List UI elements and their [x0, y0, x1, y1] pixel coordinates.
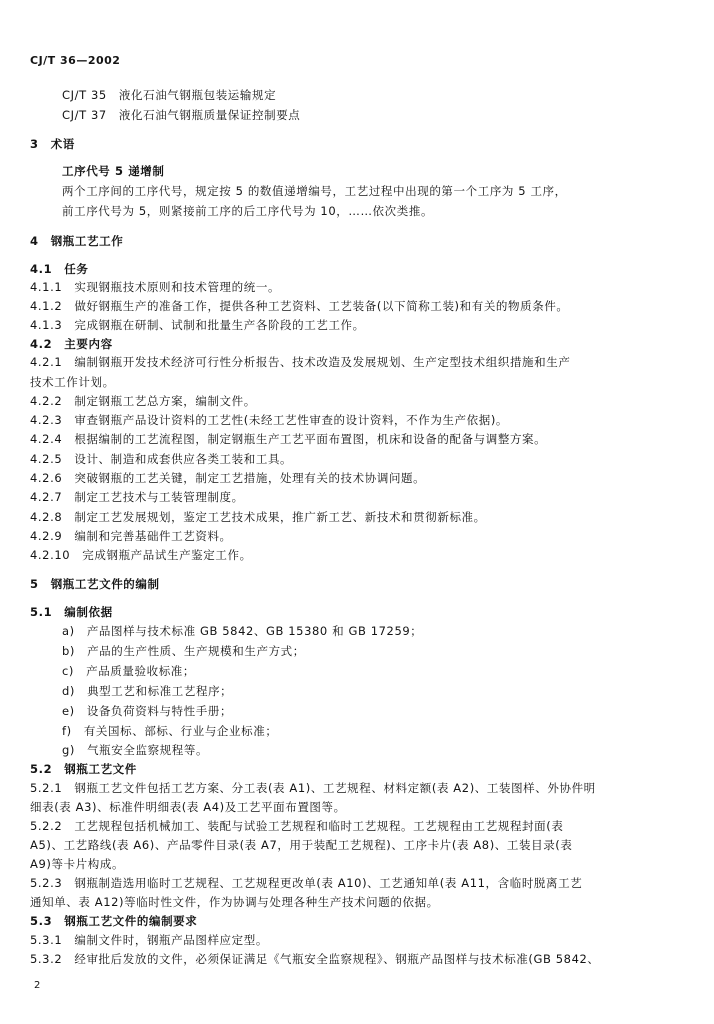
clause: 4.2.1 编制钢瓶开发技术经济可行性分析报告、技术改造及发展规划、生产定型技术组织措施和生产	[30, 355, 571, 369]
clause-continuation: 通知单、表 A12)等临时性文件，作为协调与处理各种生产技术问题的依据。	[30, 895, 439, 909]
clause: 4.2.9 编制和完善基础件工艺资料。	[30, 529, 232, 543]
section-heading: 5 钢瓶工艺文件的编制	[30, 577, 160, 591]
clause: 4.2.5 设计、制造和成套供应各类工装和工具。	[30, 452, 293, 466]
clause: 4.2.4 根据编制的工艺流程图，制定钢瓶生产工艺平面布置图，机床和设备的配备与调整方案。	[30, 432, 547, 446]
subsection-heading: 5.3 钢瓶工艺文件的编制要求	[30, 914, 198, 928]
subsection-heading: 4.2 主要内容	[30, 337, 113, 351]
subsection-heading: 4.1 任务	[30, 262, 89, 276]
clause-continuation: 细表(表 A3)、标准件明细表(表 A4)及工艺平面布置图等。	[30, 800, 346, 814]
clause: 4.2.10 完成钢瓶产品试生产鉴定工作。	[30, 548, 252, 562]
page-number: 2	[34, 980, 41, 991]
clause-continuation: A5)、工艺路线(表 A6)、产品零件目录(表 A7，用于装配工艺规程)、工序卡片(表 A8)、工装目录(表	[30, 838, 573, 852]
clause: 5.3.2 经审批后发放的文件，必须保证满足《气瓶安全监察规程》、钢瓶产品图样与技术标准(GB 5842、	[30, 952, 600, 966]
clause: 4.2.2 制定钢瓶工艺总方案，编制文件。	[30, 394, 256, 408]
clause: 5.2.2 工艺规程包括机械加工、装配与试验工艺规程和临时工艺规程。工艺规程由工艺规程封面(表	[30, 819, 564, 833]
list-item: f) 有关国标、部标、行业与企业标准；	[62, 724, 278, 738]
section-heading: 3 术语	[30, 137, 75, 151]
clause: 4.2.8 制定工艺发展规划，鉴定工艺技术成果，推广新工艺、新技术和贯彻新标准。	[30, 510, 486, 524]
list-item: c) 产品质量验收标准；	[62, 664, 196, 678]
page-header: CJ/T 36—2002	[30, 54, 121, 67]
clause: 5.3.1 编制文件时，钢瓶产品图样应定型。	[30, 933, 268, 947]
clause: 4.2.3 审查钢瓶产品设计资料的工艺性(未经工艺性审查的设计资料，不作为生产依据)。	[30, 413, 509, 427]
clause: 4.1.3 完成钢瓶在研制、试制和批量生产各阶段的工艺工作。	[30, 318, 365, 332]
clause: 5.2.1 钢瓶工艺文件包括工艺方案、分工表(表 A1)、工艺规程、材料定额(表 A2)、工装图样、外协件明	[30, 781, 596, 795]
clause: 5.2.3 钢瓶制造选用临时工艺规程、工艺规程更改单(表 A10)、工艺通知单(表 A11，含临时脱离工艺	[30, 876, 583, 890]
clause: 4.2.6 突破钢瓶的工艺关键，制定工艺措施，处理有关的技术协调问题。	[30, 471, 426, 485]
clause-continuation: 技术工作计划。	[30, 375, 115, 389]
subsection-heading: 5.2 钢瓶工艺文件	[30, 762, 137, 776]
reference-item: CJ/T 37 液化石油气钢瓶质量保证控制要点	[62, 108, 301, 122]
term-title: 工序代号 5 递增制	[62, 164, 165, 178]
list-item: e) 设备负荷资料与特性手册；	[62, 704, 233, 718]
section-heading: 4 钢瓶工艺工作	[30, 234, 124, 248]
list-item: b) 产品的生产性质、生产规模和生产方式；	[62, 644, 305, 658]
clause: 4.1.1 实现钢瓶技术原则和技术管理的统一。	[30, 280, 281, 294]
clause: 4.1.2 做好钢瓶生产的准备工作，提供各种工艺资料、工艺装备(以下简称工装)和有关的物质条件。	[30, 299, 569, 313]
list-item: d) 典型工艺和标准工艺程序；	[62, 684, 233, 698]
clause: 4.2.7 制定工艺技术与工装管理制度。	[30, 490, 244, 504]
paragraph-line: 前工序代号为 5，则紧接前工序的后工序代号为 10，……依次类推。	[62, 204, 434, 218]
reference-item: CJ/T 35 液化石油气钢瓶包装运输规定	[62, 88, 277, 102]
paragraph-line: 两个工序间的工序代号，规定按 5 的数值递增编号，工艺过程中出现的第一个工序为 5 工序，	[62, 184, 567, 198]
subsection-heading: 5.1 编制依据	[30, 605, 113, 619]
clause-continuation: A9)等卡片构成。	[30, 857, 125, 871]
list-item: g) 气瓶安全监察规程等。	[62, 743, 209, 757]
list-item: a) 产品图样与技术标准 GB 5842、GB 15380 和 GB 17259；	[62, 624, 423, 638]
